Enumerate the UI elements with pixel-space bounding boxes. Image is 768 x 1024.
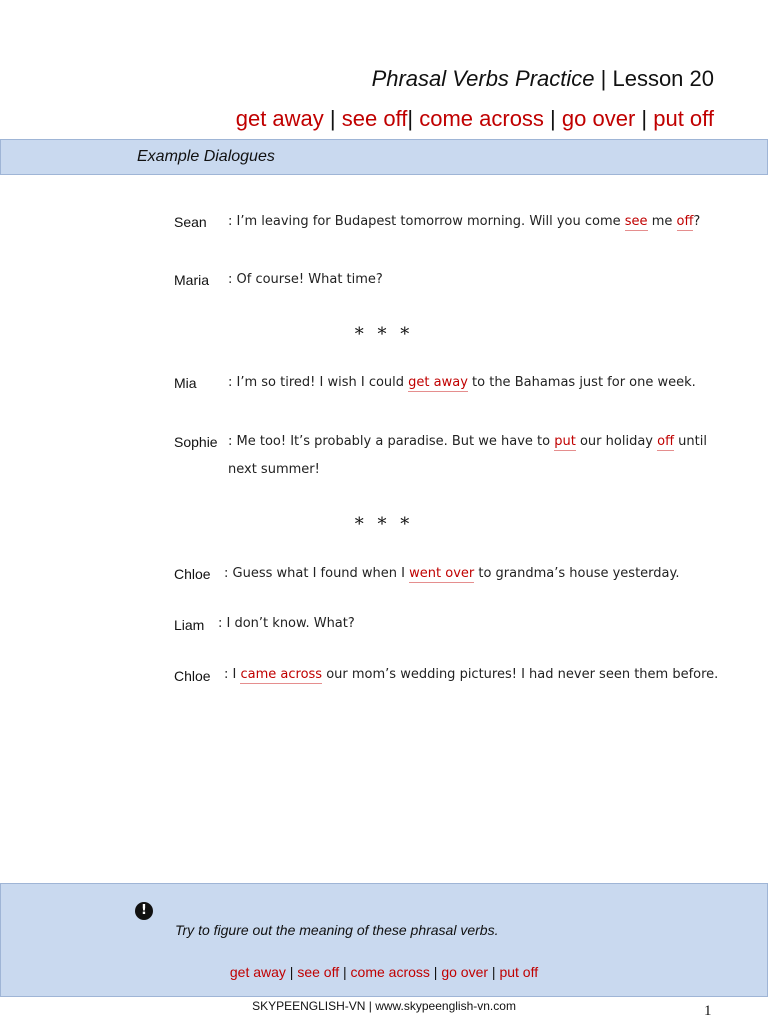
phrasal-verb-highlight: went over	[409, 566, 475, 581]
separator-stars: * * *	[354, 514, 414, 535]
exclamation-bubble-icon: !	[135, 902, 153, 920]
phrasal-verb-highlight: came across	[240, 667, 323, 682]
verb-come-across: come across	[419, 106, 544, 131]
tip-verbs-list: get away | see off | come across | go over | put off	[229, 964, 539, 980]
tip-verb: go over	[441, 964, 489, 980]
page-title	[372, 66, 714, 92]
dialogue-line-mia	[228, 375, 696, 390]
speaker-liam: Liam	[174, 617, 205, 633]
line-text: until	[674, 434, 707, 449]
phrasal-verb-highlight: off	[676, 214, 694, 229]
verb-go-over: go over	[561, 106, 636, 131]
dialogue-line-sean	[228, 214, 700, 229]
line-text: : I	[224, 667, 241, 682]
dialogue-line-liam: : I don’t know. What?	[218, 616, 355, 631]
line-text: me	[647, 214, 677, 229]
line-text: ?	[693, 214, 701, 229]
verb-see-off: see off	[341, 106, 408, 131]
line-text: : Guess what I found when I	[224, 566, 410, 581]
line-text: to grandma’s house yesterday.	[474, 566, 680, 581]
title-lesson: Lesson 20	[612, 66, 714, 91]
tip-verb: put off	[499, 964, 539, 980]
phrasal-verb-highlight: get away	[408, 375, 468, 390]
title-topic: Phrasal Verbs Practice	[371, 66, 595, 91]
speaker-chloe: Chloe	[174, 566, 211, 582]
verb-get-away: get away	[235, 106, 324, 131]
verb-put-off: put off	[653, 106, 714, 131]
phrasal-verbs-header: get away | see off| come across | go over | put off	[235, 106, 714, 131]
dialogue-line-chloe-2	[224, 667, 718, 682]
speaker-maria: Maria	[174, 272, 210, 288]
line-text: : Me too! It’s probably a paradise. But we have to	[228, 434, 555, 449]
section-band	[0, 139, 768, 175]
page-number: 1	[704, 1003, 712, 1019]
speaker-sean: Sean	[174, 214, 207, 230]
tip-verb: see off	[297, 964, 340, 980]
tip-box	[0, 883, 768, 997]
dialogue-line-maria: : Of course! What time?	[228, 272, 383, 287]
dialogue-line-chloe	[224, 566, 679, 581]
tip-verb: come across	[350, 964, 430, 980]
phrasal-verb-highlight: off	[657, 434, 675, 449]
tip-verb: get away	[229, 964, 286, 980]
speaker-mia: Mia	[174, 375, 197, 391]
footer-text: SKYPEENGLISH-VN | www.skypeenglish-vn.com	[252, 999, 516, 1013]
line-text: to the Bahamas just for one week.	[467, 375, 696, 390]
section-label: Example Dialogues	[137, 148, 275, 165]
tip-text: Try to figure out the meaning of these phrasal verbs.	[175, 922, 499, 938]
line-text: our mom’s wedding pictures! I had never seen them before.	[322, 667, 719, 682]
dialogue-line-sophie-continued: next summer!	[228, 462, 320, 477]
phrasal-verb-highlight: see	[624, 214, 648, 229]
title-separator: |	[594, 66, 613, 91]
phrasal-verb-highlight: put	[554, 434, 576, 449]
line-text: our holiday	[575, 434, 658, 449]
dialogue-line-sophie	[228, 434, 707, 449]
speaker-sophie: Sophie	[174, 434, 218, 450]
speaker-chloe: Chloe	[174, 668, 211, 684]
separator-stars: * * *	[354, 324, 414, 345]
line-text: : I’m leaving for Budapest tomorrow morning. Will you come	[228, 214, 625, 229]
line-text: : I’m so tired! I wish I could	[228, 375, 409, 390]
